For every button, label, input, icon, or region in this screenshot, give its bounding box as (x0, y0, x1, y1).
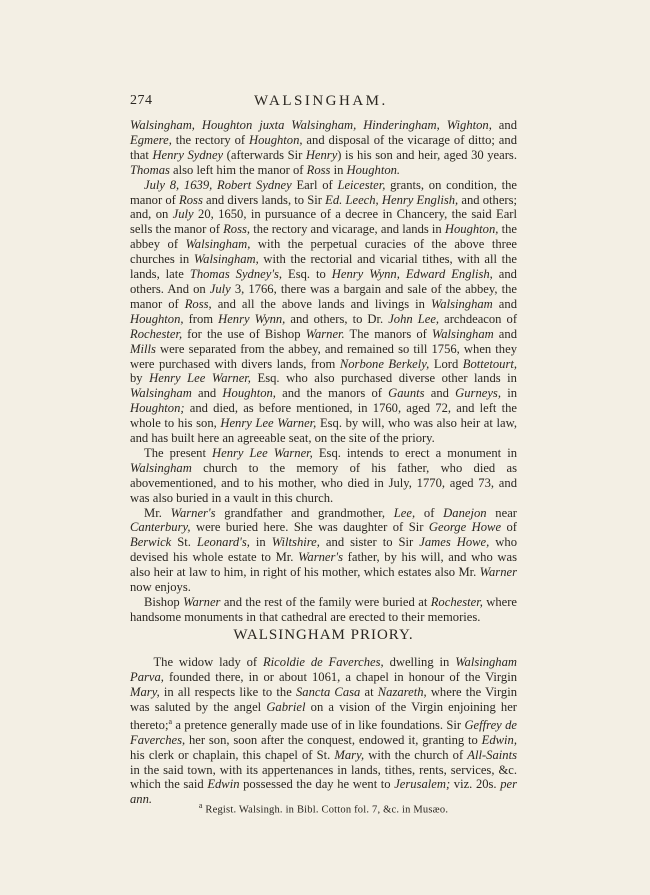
running-title: WALSINGHAM. (254, 93, 388, 109)
paragraph: The widow lady of Ricoldie de Faverches, dwelling in Walsingham Parva, founded there, in or about 1061, a chapel in honour of the Virgin Mary, in all respects like to the Sancta Casa at Nazareth, where the Virgin was saluted by the angel Gabriel on a vision of the Virgin enjoining her thereto;$^a$ a pretence generally made use of in like foundations. Sir Geffrey de Faverches, her son, soon after the conquest, endowed it, granting to Edwin, his clerk or chaplain, this chapel of St. Mary, with the church of All-Saints in the said town, with its appertenances in lands, tithes, rents, services, &c. which the said Edwin possessed the day he went to Jerusalem; viz. 20s. per ann. (130, 655, 517, 807)
paragraph: Walsingham, Houghton juxta Walsingham, Hinderingham, Wighton, and Egmere, the rectory of Houghton, and disposal of the vicarage of ditto; and that Henry Sydney (afterwards Sir Henry) is his son and heir, aged 30 years. Thomas also left him the manor of Ross in Houghton. (130, 118, 517, 177)
section-title: WALSINGHAM PRIORY. (233, 627, 414, 643)
paragraph: Mr. Warner's grandfather and grandmother, Lee, of Danejon near Canterbury, were buried here. She was daughter of Sir George Howe of Berwick St. Leonard's, in Wiltshire, and sister to Sir James Howe, who devised his whole estate to Mr. Warner's father, by his will, and who was also heir at law to him, in right of his mother, which estates also Mr. Warner now enjoys. (130, 505, 518, 595)
footnote: $^a$ Regist. Walsingh. in Bibl. Cotton fol. 7, &c. in Musæo. (198, 801, 449, 816)
page-number: 274 (130, 93, 153, 108)
section-text (130, 655, 517, 807)
footnote-marker: a (198, 801, 203, 810)
footnote-marker: a (168, 716, 173, 726)
paragraph: Bishop Warner and the rest of the family were buried at Rochester, where handsome monuments in that cathedral are erected to their memories. (130, 595, 518, 624)
page-header (130, 93, 490, 115)
main-text (130, 118, 517, 625)
paragraph: The present Henry Lee Warner, Esq. intends to erect a monument in Walsingham church to the memory of his father, who died as abovementioned, and to his mother, who died in July, 1770, aged 73, and was also buried in a vault in this church. (130, 445, 518, 505)
paragraph: July 8, 1639, Robert Sydney Earl of Leicester, grants, on condition, the manor of Ross and divers lands, to Sir Ed. Leech, Henry English, and others; and, on July 20, 1650, in pursuance of a decree in Chancery, the said Earl sells the manor of Ross, the rectory and vicarage, and lands in Houghton, the abbey of Walsingham, with the perpetual curacies of the above three churches in Walsingham, with the rectorial and vicarial tithes, with all the lands, late Thomas Sydney's, Esq. to Henry Wynn, Edward English, and others. And on July 3, 1766, there was a bargain and sale of the abbey, the manor of Ross, and all the above lands and livings in Walsingham and Houghton, from Henry Wynn, and others, to Dr. John Lee, archdeacon of Rochester, for the use of Bishop Warner. The manors of Walsingham and Mills were separated from the abbey, and remained so till 1756, when they were purchased with divers lands, from Norbone Berkely, Lord Bottetourt, by Henry Lee Warner, Esq. who also purchased diverse other lands in Walsingham and Houghton, and the manors of Gaunts and Gurneys, in Houghton; and died, as before mentioned, in 1760, aged 72, and left the whole to his son, Henry Lee Warner, Esq. by will, who was also heir at law, and has built here an agreeable seat, on the site of the priory. (130, 177, 518, 446)
